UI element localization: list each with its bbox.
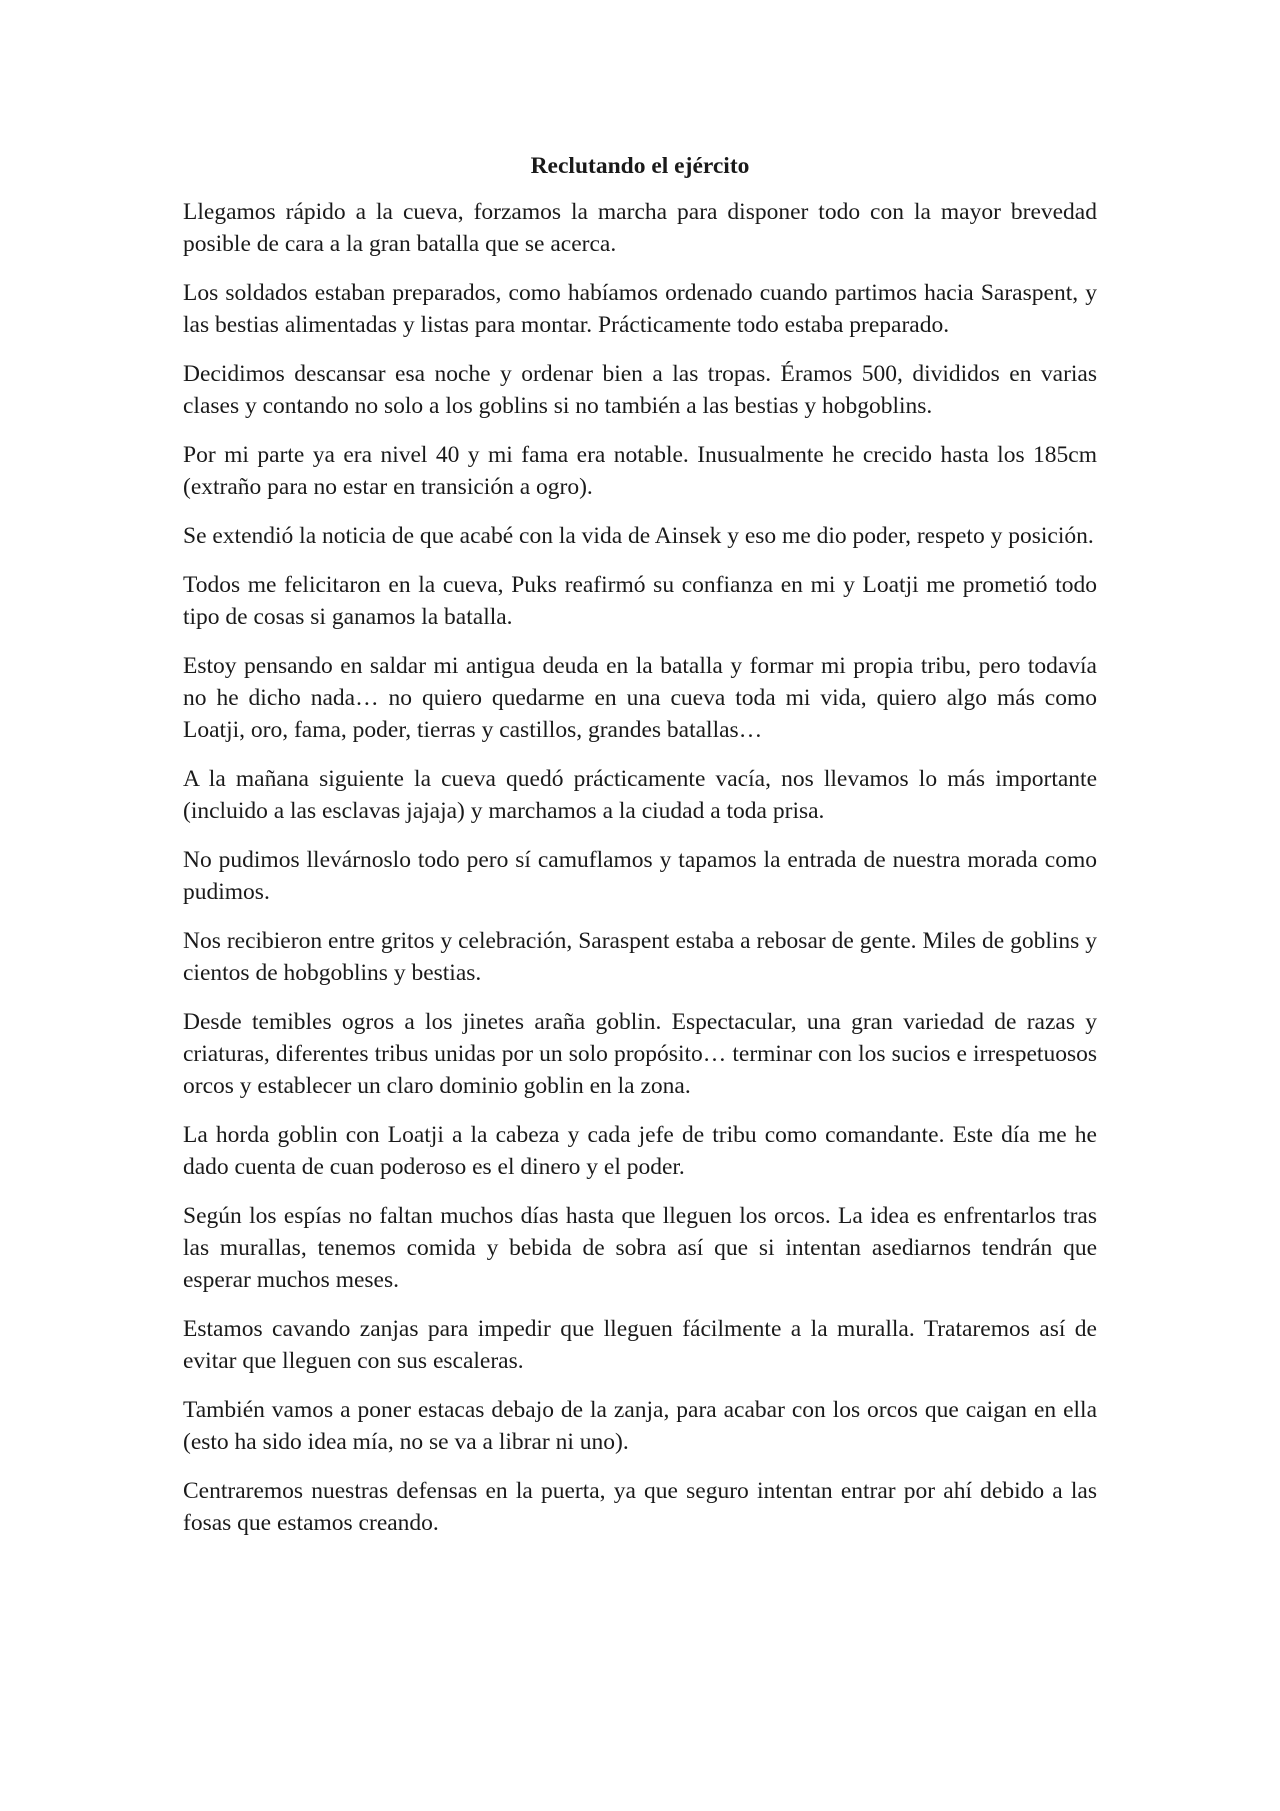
- paragraph: También vamos a poner estacas debajo de la zanja, para acabar con los orcos que caigan en ella (esto ha sido idea mía, no se va a librar ni uno).: [183, 1397, 1097, 1455]
- paragraph: Estoy pensando en saldar mi antigua deuda en la batalla y formar mi propia tribu, pero todavía no he dicho nada… no quiero quedarme en una cueva toda mi vida, quiero algo más como Loatji, oro, fama, poder, tierras y castillos, grandes batallas…: [183, 653, 1097, 743]
- paragraph: A la mañana siguiente la cueva quedó prácticamente vacía, nos llevamos lo más importante (incluido a las esclavas jajaja) y marchamos a la ciudad a toda prisa.: [183, 766, 1097, 824]
- paragraph: Los soldados estaban preparados, como habíamos ordenado cuando partimos hacia Saraspent, y las bestias alimentadas y listas para montar. Prácticamente todo estaba preparado.: [183, 280, 1097, 338]
- paragraph: Todos me felicitaron en la cueva, Puks reafirmó su confianza en mi y Loatji me prometió todo tipo de cosas si ganamos la batalla.: [183, 572, 1097, 630]
- paragraph: No pudimos llevárnoslo todo pero sí camuflamos y tapamos la entrada de nuestra morada como pudimos.: [183, 847, 1097, 905]
- paragraph: Centraremos nuestras defensas en la puerta, ya que seguro intentan entrar por ahí debido a las fosas que estamos creando.: [183, 1478, 1097, 1536]
- paragraph: La horda goblin con Loatji a la cabeza y cada jefe de tribu como comandante. Este día me he dado cuenta de cuan poderoso es el dinero y el poder.: [183, 1122, 1097, 1180]
- document-title: Reclutando el ejército: [530, 153, 750, 179]
- paragraph: Por mi parte ya era nivel 40 y mi fama era notable. Inusualmente he crecido hasta los 185cm (extraño para no estar en transición a ogro).: [183, 442, 1097, 500]
- paragraph: Desde temibles ogros a los jinetes araña goblin. Espectacular, una gran variedad de razas y criaturas, diferentes tribus unidas por un solo propósito… terminar con los sucios e irrespetuosos orcos y establecer un claro dominio goblin en la zona.: [183, 1009, 1097, 1099]
- paragraph: Se extendió la noticia de que acabé con la vida de Ainsek y eso me dio poder, respeto y posición.: [183, 523, 1094, 549]
- document-body: [183, 150, 1097, 1556]
- paragraph: Llegamos rápido a la cueva, forzamos la marcha para disponer todo con la mayor brevedad posible de cara a la gran batalla que se acerca.: [183, 199, 1097, 257]
- paragraph: Nos recibieron entre gritos y celebración, Saraspent estaba a rebosar de gente. Miles de goblins y cientos de hobgoblins y bestias.: [183, 928, 1097, 986]
- paragraph: Estamos cavando zanjas para impedir que lleguen fácilmente a la muralla. Trataremos así de evitar que lleguen con sus escaleras.: [183, 1316, 1097, 1374]
- paragraph: Según los espías no faltan muchos días hasta que lleguen los orcos. La idea es enfrentarlos tras las murallas, tenemos comida y bebida de sobra así que si intentan asediarnos tendrán que esperar muchos meses.: [183, 1203, 1097, 1293]
- paragraph: Decidimos descansar esa noche y ordenar bien a las tropas. Éramos 500, divididos en varias clases y contando no solo a los goblins si no también a las bestias y hobgoblins.: [183, 361, 1097, 419]
